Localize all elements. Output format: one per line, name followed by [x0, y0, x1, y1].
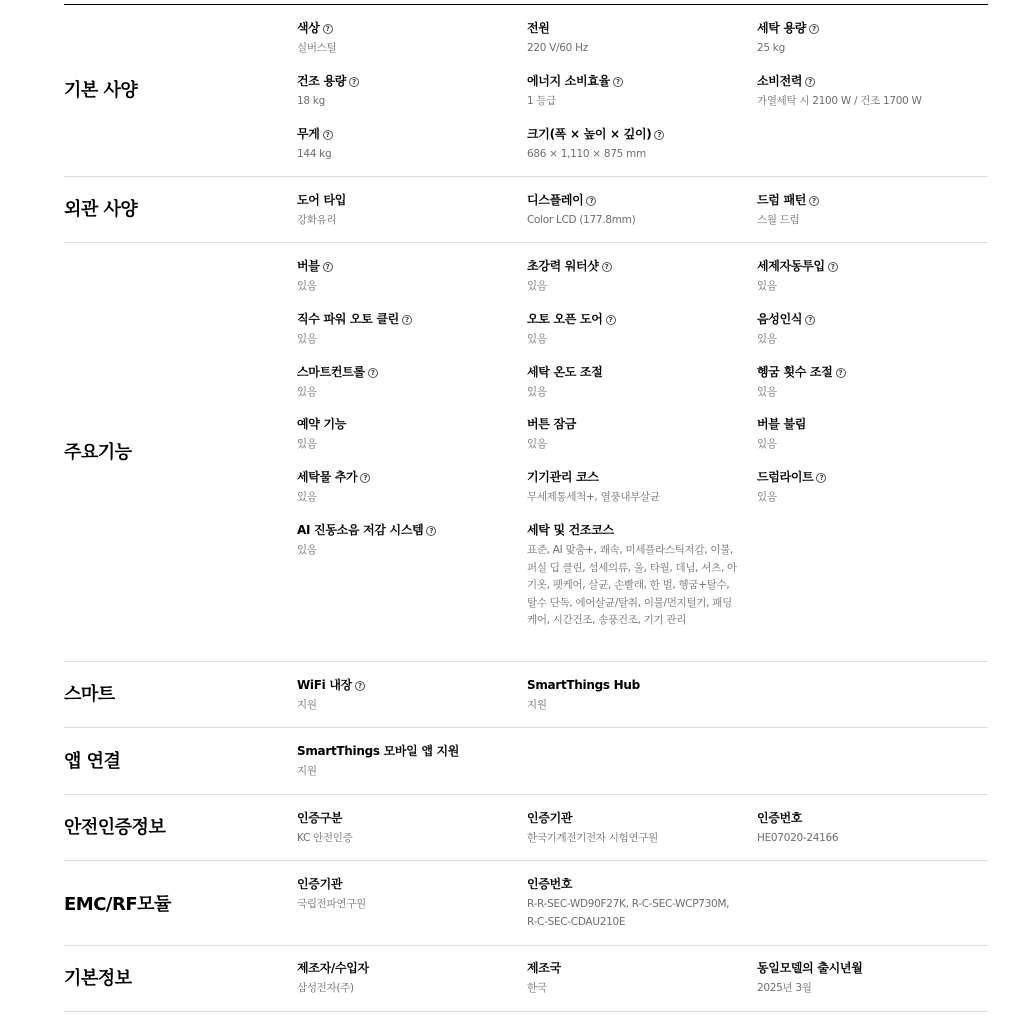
spec-section	[64, 177, 988, 243]
spec-label	[297, 126, 507, 142]
spec-section	[64, 662, 988, 728]
section-title: 외관 사양	[64, 199, 138, 220]
spec-item	[297, 416, 507, 454]
spec-value: 있음	[757, 333, 777, 345]
spec-item	[297, 522, 507, 560]
spec-item	[757, 192, 967, 230]
spec-label-text: 인증번호	[527, 877, 573, 891]
spec-label	[297, 20, 507, 36]
spec-label-text: 동일모델의 출시년월	[757, 961, 863, 975]
spec-item	[297, 876, 507, 914]
spec-value: 있음	[757, 491, 777, 503]
spec-value: 1 등급	[527, 95, 557, 107]
spec-label	[297, 810, 507, 826]
spec-label	[297, 311, 507, 327]
spec-item	[527, 73, 737, 111]
spec-value: 있음	[297, 333, 317, 345]
spec-value: 무세제통세척+, 열풍내부살균	[527, 491, 660, 503]
spec-value: 삼성전자(주)	[297, 982, 354, 994]
spec-value: 있음	[527, 386, 547, 398]
spec-item	[297, 364, 507, 402]
spec-label	[297, 677, 507, 693]
spec-value: 있음	[527, 280, 547, 292]
spec-label	[527, 258, 737, 274]
spec-item	[527, 126, 737, 164]
spec-label	[297, 364, 507, 380]
spec-label-text: 소비전력	[757, 74, 803, 88]
spec-value: 실버스틸	[297, 42, 337, 54]
spec-label	[297, 73, 507, 89]
help-icon[interactable]: ?	[426, 526, 436, 536]
spec-value: Color LCD (177.8mm)	[527, 214, 636, 226]
spec-label-text: 예약 기능	[297, 417, 347, 431]
spec-value: KC 안전인증	[297, 832, 353, 844]
help-icon[interactable]: ?	[360, 473, 370, 483]
spec-value: 25 kg	[757, 42, 785, 54]
spec-value: 있음	[527, 333, 547, 345]
spec-item	[757, 416, 967, 454]
spec-section	[64, 243, 988, 662]
spec-label-text: 버블 불림	[757, 417, 807, 431]
spec-label-text: 디스플레이	[527, 193, 584, 207]
spec-label-text: 제조국	[527, 961, 561, 975]
spec-item	[527, 469, 737, 507]
spec-value: 국립전파연구원	[297, 898, 366, 910]
spec-label-text: 세탁 및 건조코스	[527, 523, 614, 537]
spec-item	[297, 73, 507, 111]
section-title: 주요기능	[64, 442, 132, 463]
spec-label-text: 크기(폭 × 높이 × 깊이)	[527, 127, 652, 141]
spec-label-text: 인증구분	[297, 811, 343, 825]
spec-label-text: 음성인식	[757, 312, 803, 326]
spec-label	[527, 364, 737, 380]
spec-value: 144 kg	[297, 148, 332, 160]
spec-item	[527, 810, 737, 848]
spec-item	[527, 960, 737, 998]
section-title: 기본 사양	[64, 80, 138, 101]
help-icon[interactable]: ?	[323, 24, 333, 34]
help-icon[interactable]: ?	[606, 315, 616, 325]
spec-label-text: 도어 타입	[297, 193, 347, 207]
spec-label-text: 세탁물 추가	[297, 470, 358, 484]
spec-label-text: AI 진동소음 저감 시스템	[297, 523, 424, 537]
help-icon[interactable]: ?	[816, 473, 826, 483]
spec-label	[297, 960, 507, 976]
spec-value: 있음	[297, 544, 317, 556]
spec-label	[527, 677, 737, 693]
help-icon[interactable]: ?	[586, 196, 596, 206]
spec-label-text: SmartThings 모바일 앱 지원	[297, 744, 460, 758]
spec-label	[297, 469, 507, 485]
spec-label	[297, 258, 507, 274]
spec-item	[297, 192, 507, 230]
spec-section	[64, 946, 988, 1012]
spec-item	[297, 20, 507, 58]
spec-label	[297, 416, 507, 432]
spec-label	[757, 20, 967, 36]
spec-label-text: 세탁 용량	[757, 21, 807, 35]
spec-label	[527, 416, 737, 432]
spec-item	[757, 311, 967, 349]
spec-label-text: 직수 파워 오토 클린	[297, 312, 399, 326]
spec-label-text: 건조 용량	[297, 74, 347, 88]
spec-value: 있음	[757, 386, 777, 398]
help-icon[interactable]: ?	[805, 315, 815, 325]
spec-value: 2025년 3월	[757, 982, 812, 994]
help-icon[interactable]: ?	[323, 262, 333, 272]
spec-value: 지원	[297, 765, 317, 777]
spec-item	[757, 73, 967, 111]
spec-value: 220 V/60 Hz	[527, 42, 588, 54]
spec-label	[527, 20, 737, 36]
spec-value: 표준, AI 맞춤+, 쾌속, 미세플라스틱저감, 이불, 퍼실 딥 클린, 섬세의류, 울, 타월, 데님, 셔츠, 아기옷, 펫케어, 살균, 손빨래, 한 벌, 헹굼+탈수, 탈수 단독, 에어살균/탈취, 이불/먼지털기, 패딩케어, 시간건조, 송풍건조, 기기 관리	[527, 544, 737, 626]
spec-value: 있음	[757, 438, 777, 450]
spec-item	[527, 311, 737, 349]
spec-item	[757, 20, 967, 58]
spec-label-text: 헹굼 횟수 조절	[757, 365, 833, 379]
spec-item	[297, 743, 507, 781]
spec-item	[527, 416, 737, 454]
spec-item	[527, 364, 737, 402]
spec-label	[527, 192, 737, 208]
spec-item	[297, 311, 507, 349]
spec-label	[527, 311, 737, 327]
section-title: 스마트	[64, 684, 115, 705]
spec-item	[757, 258, 967, 296]
spec-item	[297, 469, 507, 507]
spec-label	[527, 73, 737, 89]
spec-item	[757, 469, 967, 507]
spec-value: 지원	[527, 699, 547, 711]
spec-label-text: WiFi 내장	[297, 678, 352, 692]
spec-value: 스월 드럼	[757, 214, 800, 226]
spec-label	[527, 960, 737, 976]
spec-item	[297, 677, 507, 715]
spec-value: 있음	[297, 491, 317, 503]
spec-label-text: 인증기관	[527, 811, 573, 825]
spec-label	[527, 522, 737, 538]
spec-label	[527, 126, 737, 142]
spec-item	[527, 522, 737, 630]
spec-item	[527, 192, 737, 230]
spec-label-text: 드럼라이트	[757, 470, 814, 484]
spec-label-text: 무게	[297, 127, 320, 141]
spec-value: 있음	[297, 280, 317, 292]
spec-label-text: 색상	[297, 21, 320, 35]
spec-item	[527, 20, 737, 58]
spec-label-text: SmartThings Hub	[527, 678, 640, 692]
spec-section	[64, 861, 988, 946]
spec-item	[527, 677, 737, 715]
spec-label-text: 버튼 잠금	[527, 417, 577, 431]
spec-item	[297, 258, 507, 296]
help-icon[interactable]: ?	[836, 368, 846, 378]
section-title: EMC/RF모듈	[64, 894, 171, 915]
spec-item	[297, 126, 507, 164]
spec-item	[527, 876, 737, 931]
spec-label	[757, 192, 967, 208]
section-title: 기본정보	[64, 968, 132, 989]
spec-label	[527, 876, 737, 892]
spec-label-text: 제조자/수입자	[297, 961, 369, 975]
spec-item	[757, 364, 967, 402]
spec-value: 있음	[297, 386, 317, 398]
section-title: 안전인증정보	[64, 817, 166, 838]
spec-label	[757, 416, 967, 432]
spec-label-text: 전원	[527, 21, 550, 35]
spec-label	[757, 469, 967, 485]
spec-label	[757, 810, 967, 826]
spec-value: 있음	[757, 280, 777, 292]
spec-item	[297, 960, 507, 998]
spec-label-text: 기기관리 코스	[527, 470, 599, 484]
spec-section	[64, 728, 988, 795]
spec-value: R-R-SEC-WD90F27K, R-C-SEC-WCP730M, R-C-SEC-CDAU210E	[527, 898, 730, 928]
spec-label	[297, 192, 507, 208]
help-icon[interactable]: ?	[323, 130, 333, 140]
spec-label-text: 버블	[297, 259, 320, 273]
spec-label-text: 인증번호	[757, 811, 803, 825]
spec-label-text: 스마트컨트롤	[297, 365, 365, 379]
spec-item	[757, 960, 967, 998]
spec-value: 686 × 1,110 × 875 mm	[527, 148, 646, 160]
spec-label	[527, 469, 737, 485]
help-icon[interactable]: ?	[613, 77, 623, 87]
spec-label-text: 드럼 패턴	[757, 193, 807, 207]
help-icon[interactable]: ?	[349, 77, 359, 87]
spec-value: 한국기계전기전자 시험연구원	[527, 832, 658, 844]
help-icon[interactable]: ?	[368, 368, 378, 378]
spec-value: HE07020-24166	[757, 832, 839, 844]
spec-value: 지원	[297, 699, 317, 711]
help-icon[interactable]: ?	[355, 681, 365, 691]
spec-label-text: 세제자동투입	[757, 259, 825, 273]
spec-value: 강화유리	[297, 214, 337, 226]
spec-item	[757, 810, 967, 848]
help-icon[interactable]: ?	[828, 262, 838, 272]
spec-label-text: 에너지 소비효율	[527, 74, 610, 88]
help-icon[interactable]: ?	[654, 130, 664, 140]
spec-label	[297, 876, 507, 892]
spec-label	[757, 311, 967, 327]
spec-value: 한국	[527, 982, 547, 994]
spec-value: 가열세탁 시 2100 W / 건조 1700 W	[757, 95, 922, 107]
spec-item	[527, 258, 737, 296]
spec-section	[64, 5, 988, 177]
spec-label	[757, 364, 967, 380]
spec-label	[757, 258, 967, 274]
spec-label	[527, 810, 737, 826]
spec-label-text: 오토 오픈 도어	[527, 312, 603, 326]
spec-label	[297, 743, 507, 759]
spec-value: 18 kg	[297, 95, 325, 107]
spec-item	[297, 810, 507, 848]
help-icon[interactable]: ?	[805, 77, 815, 87]
help-icon[interactable]: ?	[402, 315, 412, 325]
spec-label	[757, 73, 967, 89]
spec-label-text: 인증기관	[297, 877, 343, 891]
spec-label	[297, 522, 507, 538]
spec-label-text: 초강력 워터샷	[527, 259, 599, 273]
spec-label-text: 세탁 온도 조절	[527, 365, 603, 379]
help-icon[interactable]: ?	[809, 196, 819, 206]
help-icon[interactable]: ?	[602, 262, 612, 272]
help-icon[interactable]: ?	[809, 24, 819, 34]
spec-label	[757, 960, 967, 976]
spec-section	[64, 795, 988, 861]
spec-value: 있음	[527, 438, 547, 450]
spec-value: 있음	[297, 438, 317, 450]
section-title: 앱 연결	[64, 751, 121, 772]
